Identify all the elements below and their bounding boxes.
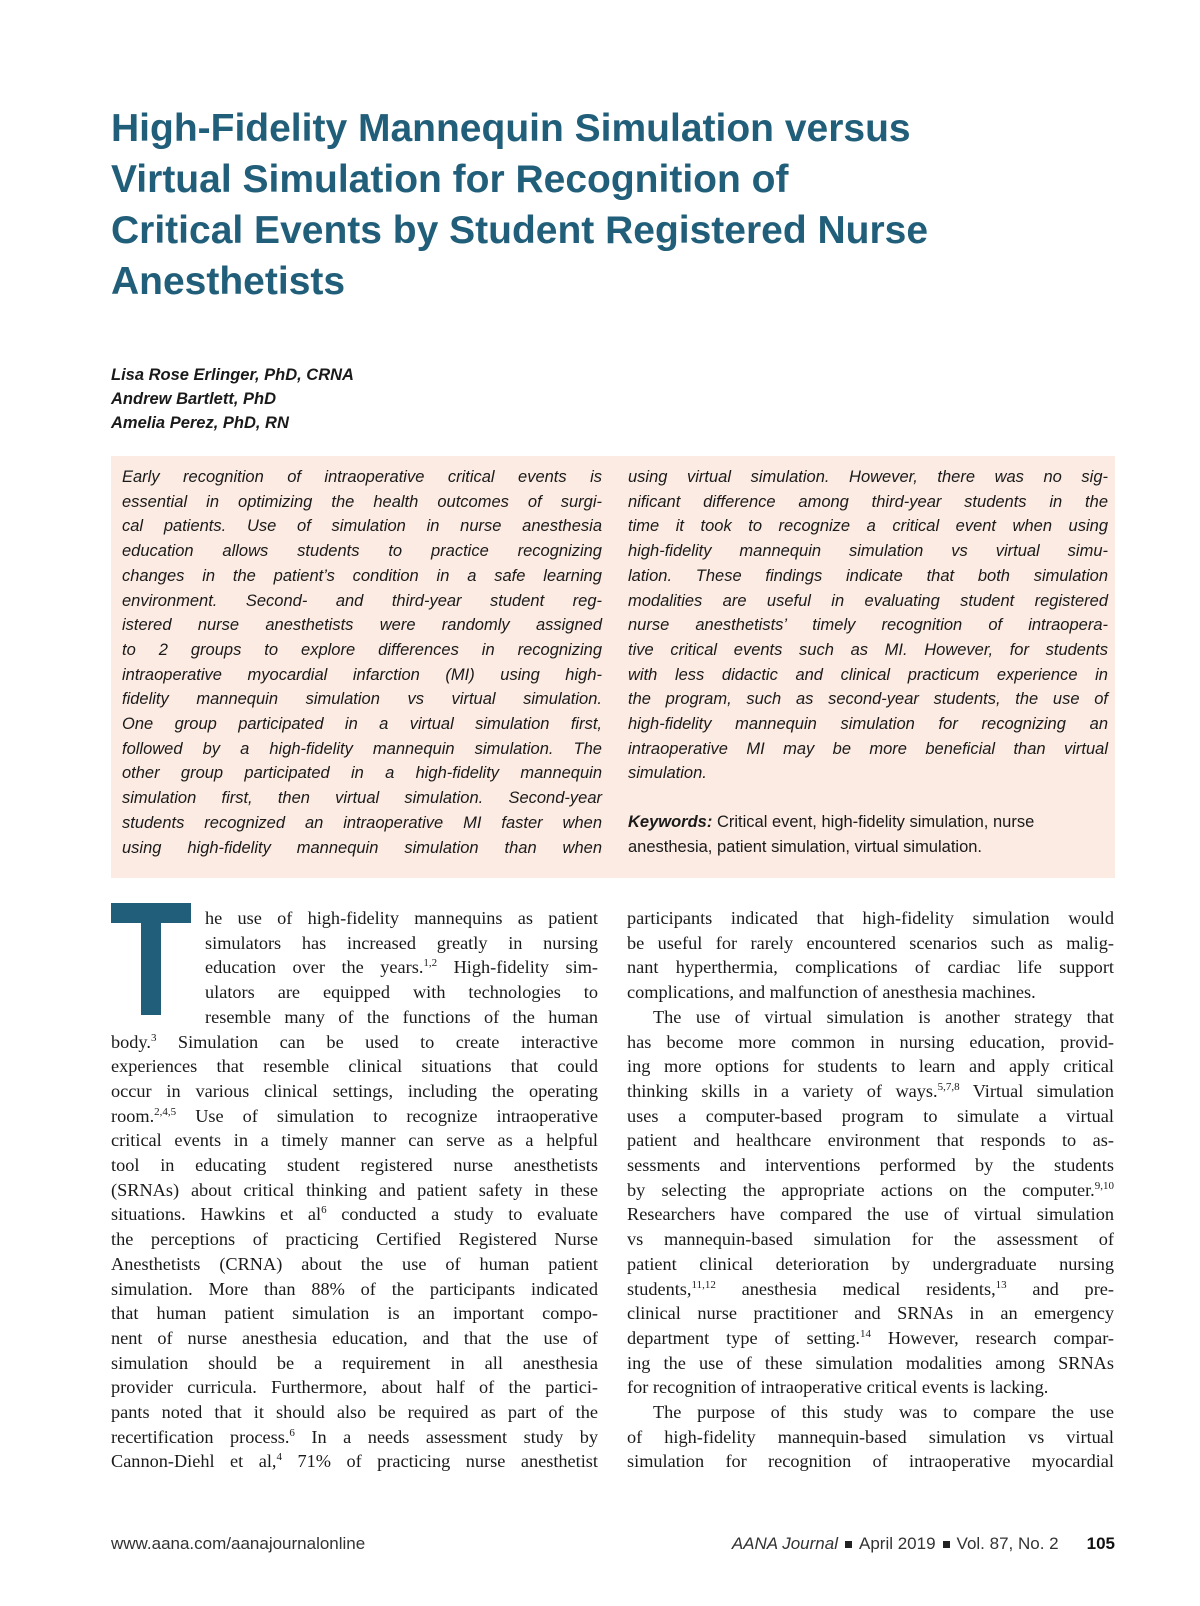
keywords-text: anesthesia, patient simulation, virtual simulation. xyxy=(628,837,983,856)
body-line: of high-fidelity mannequin-based simulation vs virtual xyxy=(627,1426,1114,1447)
title-line: Critical Events by Student Registered Nurse xyxy=(111,209,929,252)
abstract-line: nurse anesthetists’ timely recognition of intraopera- xyxy=(628,616,1108,635)
abstract-line: students recognized an intraoperative MI faster when xyxy=(122,813,602,832)
page-number: 105 xyxy=(1086,1534,1115,1553)
author: Amelia Perez, PhD, RN xyxy=(111,414,289,432)
abstract-left-column xyxy=(122,465,602,860)
body-line: Researchers have compared the use of virtual simulation xyxy=(627,1204,1114,1225)
body-line: uses a computer-based program to simulate a virtual xyxy=(627,1105,1114,1126)
abstract-line: with less didactic and clinical practicum experience in xyxy=(628,665,1108,684)
body-line: recertification process.$^6$ In a needs assessment study by xyxy=(111,1426,598,1447)
bullet-square-icon xyxy=(943,1541,950,1548)
body-line: that human patient simulation is an important compo- xyxy=(111,1303,598,1324)
body-line: education over the years.$^{1,2}$ High-fidelity sim- xyxy=(205,957,599,978)
abstract-line: lation. These findings indicate that both simulation xyxy=(628,566,1108,585)
keywords-label: Keywords: xyxy=(628,813,713,832)
body-line: vs mannequin-based simulation for the assessment of xyxy=(627,1229,1114,1250)
body-line: pants noted that it should also be required as part of the xyxy=(111,1402,598,1423)
body-line: (SRNAs) about critical thinking and patient safety in these xyxy=(111,1179,598,1200)
abstract-line: education allows students to practice recognizing xyxy=(122,542,602,561)
body-line: ing the use of these simulation modalities among SRNAs xyxy=(627,1352,1114,1373)
body-line: participants indicated that high-fidelity simulation would xyxy=(627,908,1114,928)
body-line: be useful for rarely encountered scenarios such as malig- xyxy=(627,932,1114,953)
keywords xyxy=(628,810,1108,859)
abstract-line: the program, such as second-year students, the use of xyxy=(628,690,1108,709)
body-line: for recognition of intraoperative critical events is lacking. xyxy=(627,1377,1049,1398)
body-line: patient clinical deterioration by undergraduate nursing xyxy=(627,1253,1114,1274)
title-line: Anesthetists xyxy=(111,260,346,303)
body-line: students,$^{11,12}$ anesthesia medical residents,$^{13}$ and pre- xyxy=(627,1278,1114,1299)
abstract-line: high-fidelity mannequin simulation vs virtual simu- xyxy=(628,542,1108,561)
dropcap-letter xyxy=(111,903,191,1023)
body-line: he use of high-fidelity mannequins as patient xyxy=(205,908,598,928)
author: Andrew Bartlett, PhD xyxy=(111,390,277,408)
abstract-box xyxy=(111,456,1115,878)
abstract-line: changes in the patient’s condition in a safe learning xyxy=(122,566,602,585)
body-line: body.$^3$ Simulation can be used to create interactive xyxy=(111,1031,598,1052)
body-line: Anesthetists (CRNA) about the use of human patient xyxy=(111,1253,598,1274)
body-line: ing more options for students to learn and apply critical xyxy=(627,1056,1114,1077)
abstract-line: using virtual simulation. However, there was no sig- xyxy=(628,468,1108,486)
footer-url[interactable]: www.aana.com/aanajournalonline xyxy=(111,1534,366,1553)
body-line: experiences that resemble clinical situations that could xyxy=(111,1056,598,1077)
abstract-line: to 2 groups to explore differences in recognizing xyxy=(122,640,602,659)
footer-volume: Vol. 87, No. 2 xyxy=(956,1534,1059,1553)
abstract-line: Early recognition of intraoperative critical events is xyxy=(122,468,602,486)
abstract-line: simulation first, then virtual simulation. Second-year xyxy=(122,789,602,808)
abstract-line: nificant difference among third-year students in the xyxy=(628,492,1108,511)
body-line: simulators has increased greatly in nursing xyxy=(205,932,598,953)
abstract-line: cal patients. Use of simulation in nurse anesthesia xyxy=(122,517,602,536)
body-line: thinking skills in a variety of ways.$^{5,7,8}$ Virtual simulation xyxy=(627,1080,1114,1101)
body-line: room.$^{2,4,5}$ Use of simulation to recognize intraoperative xyxy=(111,1105,598,1126)
keywords-text: Critical event, high-fidelity simulation, nurse xyxy=(712,813,1035,832)
abstract-line: istered nurse anesthetists were randomly assigned xyxy=(122,616,602,635)
body-line: simulation should be a requirement in all anesthesia xyxy=(111,1352,598,1373)
footer-citation xyxy=(732,1534,1115,1554)
body-line: by selecting the appropriate actions on the computer.$^{9,10}$ xyxy=(627,1179,1114,1200)
body-line: situations. Hawkins et $al^6$ conducted a study to evaluate xyxy=(111,1204,598,1225)
abstract-line: intraoperative myocardial infarction (MI) using high- xyxy=(122,665,602,684)
abstract-line: high-fidelity mannequin simulation for recognizing an xyxy=(628,715,1108,734)
body-line: nent of nurse anesthesia education, and that the use of xyxy=(111,1327,598,1348)
abstract-line: fidelity mannequin simulation vs virtual simulation. xyxy=(122,690,602,709)
abstract-line: modalities are useful in evaluating student registered xyxy=(628,591,1108,610)
body-line: clinical nurse practitioner and SRNAs in an emergency xyxy=(627,1303,1114,1324)
body-line: The use of virtual simulation is another strategy that xyxy=(653,1006,1114,1027)
bullet-square-icon xyxy=(845,1541,852,1548)
body-line: provider curricula. Furthermore, about half of the partici- xyxy=(111,1377,598,1398)
body-line: critical events in a timely manner can serve as a helpful xyxy=(111,1130,598,1151)
article-title xyxy=(111,103,1071,307)
body-line: department type of setting.$^{14}$ However, research compar- xyxy=(627,1327,1114,1348)
body-line: resemble many of the functions of the human xyxy=(205,1006,598,1027)
abstract-line: using high-fidelity mannequin simulation than when xyxy=(122,838,602,857)
abstract-line: tive critical events such as MI. However, for students xyxy=(628,640,1108,659)
abstract-right-column xyxy=(628,465,1108,860)
title-line: Virtual Simulation for Recognition of xyxy=(111,158,789,201)
body-line: the perceptions of practicing Certified Registered Nurse xyxy=(111,1229,598,1250)
footer-journal: AANA Journal xyxy=(731,1534,838,1553)
title-line: High-Fidelity Mannequin Simulation versus xyxy=(111,107,911,150)
body-line: occur in various clinical settings, including the operating xyxy=(111,1080,598,1101)
body-line: patient and healthcare environment that responds to as- xyxy=(627,1130,1114,1151)
abstract-line: other group participated in a high-fidelity mannequin xyxy=(122,764,602,783)
author: Lisa Rose Erlinger, PhD, CRNA xyxy=(111,366,354,384)
author-list xyxy=(111,363,354,435)
body-line: ulators are equipped with technologies to xyxy=(205,982,598,1003)
body-line: Cannon-Diehl et al,$^4$ 71% of practicing nurse anesthetist xyxy=(111,1451,598,1472)
abstract-line: intraoperative MI may be more beneficial than virtual xyxy=(628,739,1108,758)
body-line: complications, and malfunction of anesthesia machines. xyxy=(627,982,1036,1003)
body-line: tool in educating student registered nurse anesthetists xyxy=(111,1155,598,1176)
body-line: has become more common in nursing education, provid- xyxy=(627,1031,1114,1052)
body-line: simulation for recognition of intraoperative myocardial xyxy=(627,1451,1114,1472)
body-line: simulation. More than 88% of the participants indicated xyxy=(111,1278,598,1299)
abstract-line: simulation. xyxy=(628,764,707,783)
abstract-line: time it took to recognize a critical event when using xyxy=(628,517,1108,536)
body-left-column xyxy=(111,906,598,1474)
body-line: The purpose of this study was to compare the use xyxy=(653,1402,1114,1423)
abstract-line: essential in optimizing the health outcomes of surgi- xyxy=(122,492,602,511)
body-line: nant hyperthermia, complications of cardiac life support xyxy=(627,957,1114,978)
abstract-line: environment. Second- and third-year student reg- xyxy=(122,591,602,610)
body-line: sessments and interventions performed by the students xyxy=(627,1155,1114,1176)
footer-date: April 2019 xyxy=(858,1534,936,1553)
abstract-line: One group participated in a virtual simulation first, xyxy=(122,715,602,734)
abstract-line: followed by a high-fidelity mannequin simulation. The xyxy=(122,739,602,758)
body-right-column xyxy=(627,906,1114,1474)
